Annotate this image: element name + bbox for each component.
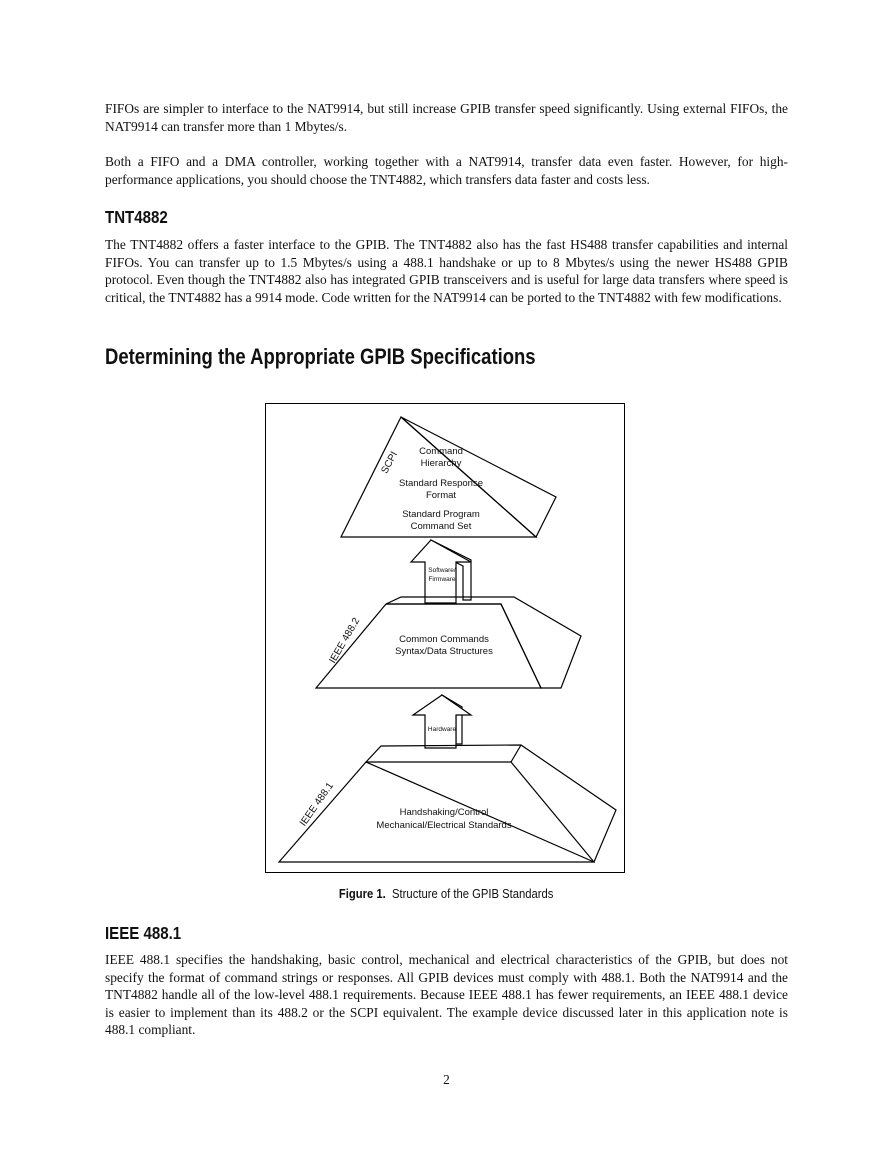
- scpi-line-1: Command: [419, 446, 463, 457]
- paragraph-fifo-dma: Both a FIFO and a DMA controller, working together with a NAT9914, transfer data even faster. However, for high-performance applications, you should choose the TNT4882, which transfers data faster and costs less.: [105, 154, 788, 187]
- scpi-line-5: Standard Program: [402, 509, 480, 520]
- gpib-standards-figure: [265, 403, 625, 873]
- scpi-line-2: Hierarchy: [420, 458, 462, 469]
- figure-caption: [0, 887, 893, 901]
- ieee4881-trapezoid: [279, 745, 616, 862]
- figure-caption-text: Structure of the GPIB Standards: [392, 887, 554, 901]
- gpib-layers-diagram: [266, 404, 626, 874]
- paragraph-ieee4881: IEEE 488.1 specifies the handshaking, basic control, mechanical and electrical characteristics of the GPIB, but does not specify the format of command strings or responses. All GPIB devices must comply with 488.1. Both the NAT9914 and the TNT4882 handle all of the low-level 488.1 requirements. Because IEEE 488.1 has fewer requirements, an IEEE 488.1 device is easier to implement than its 488.2 or the SCPI equivalent. The example device discussed later in this application note is 488.1 compliant.: [105, 952, 788, 1038]
- heading-tnt4882: TNT4882: [105, 207, 168, 227]
- arrow-top-line-1: Software/: [428, 567, 456, 574]
- figure-caption-label: Figure 1.: [339, 887, 387, 901]
- hardware-arrow: [413, 695, 471, 748]
- ieee4881-side-label: IEEE 488.1: [297, 780, 336, 829]
- page-number: 2: [443, 1072, 450, 1087]
- section-heading-determining: Determining the Appropriate GPIB Specifications: [105, 344, 536, 369]
- ieee4882-side-label: IEEE 488.2: [327, 616, 363, 666]
- scpi-line-3: Standard Response: [399, 478, 483, 489]
- ieee4881-line-1: Handshaking/Control: [399, 807, 489, 818]
- arrow-top-line-2: Firmware: [428, 576, 456, 583]
- ieee4881-line-2: Mechanical/Electrical Standards: [376, 820, 512, 831]
- scpi-side-label: SCPI: [379, 449, 401, 476]
- paragraph-tnt4882: The TNT4882 offers a faster interface to the GPIB. The TNT4882 also has the fast HS488 transfer capabilities and internal FIFOs. You can transfer up to 1.5 Mbytes/s using a 488.1 handshake or up to 8 Mbytes/s using the newer HS488 GPIB protocol. Even though the TNT4882 also has integrated GPIB transceivers and is useful for large data transfers where speed is critical, the TNT4882 has a 9914 mode. Code written for the NAT9914 can be ported to the TNT4882 with few modifications.: [105, 237, 788, 305]
- ieee4882-line-1: Common Commands: [399, 634, 489, 645]
- ieee4882-line-2: Syntax/Data Structures: [395, 646, 493, 657]
- scpi-line-6: Command Set: [410, 521, 472, 532]
- heading-ieee4881: IEEE 488.1: [105, 923, 182, 943]
- arrow-bottom-line-1: Hardware: [427, 726, 457, 733]
- paragraph-fifo-intro: FIFOs are simpler to interface to the NAT9914, but still increase GPIB transfer speed significantly. Using external FIFOs, the NAT9914 can transfer more than 1 Mbytes/s.: [105, 101, 788, 134]
- scpi-line-4: Format: [425, 490, 457, 501]
